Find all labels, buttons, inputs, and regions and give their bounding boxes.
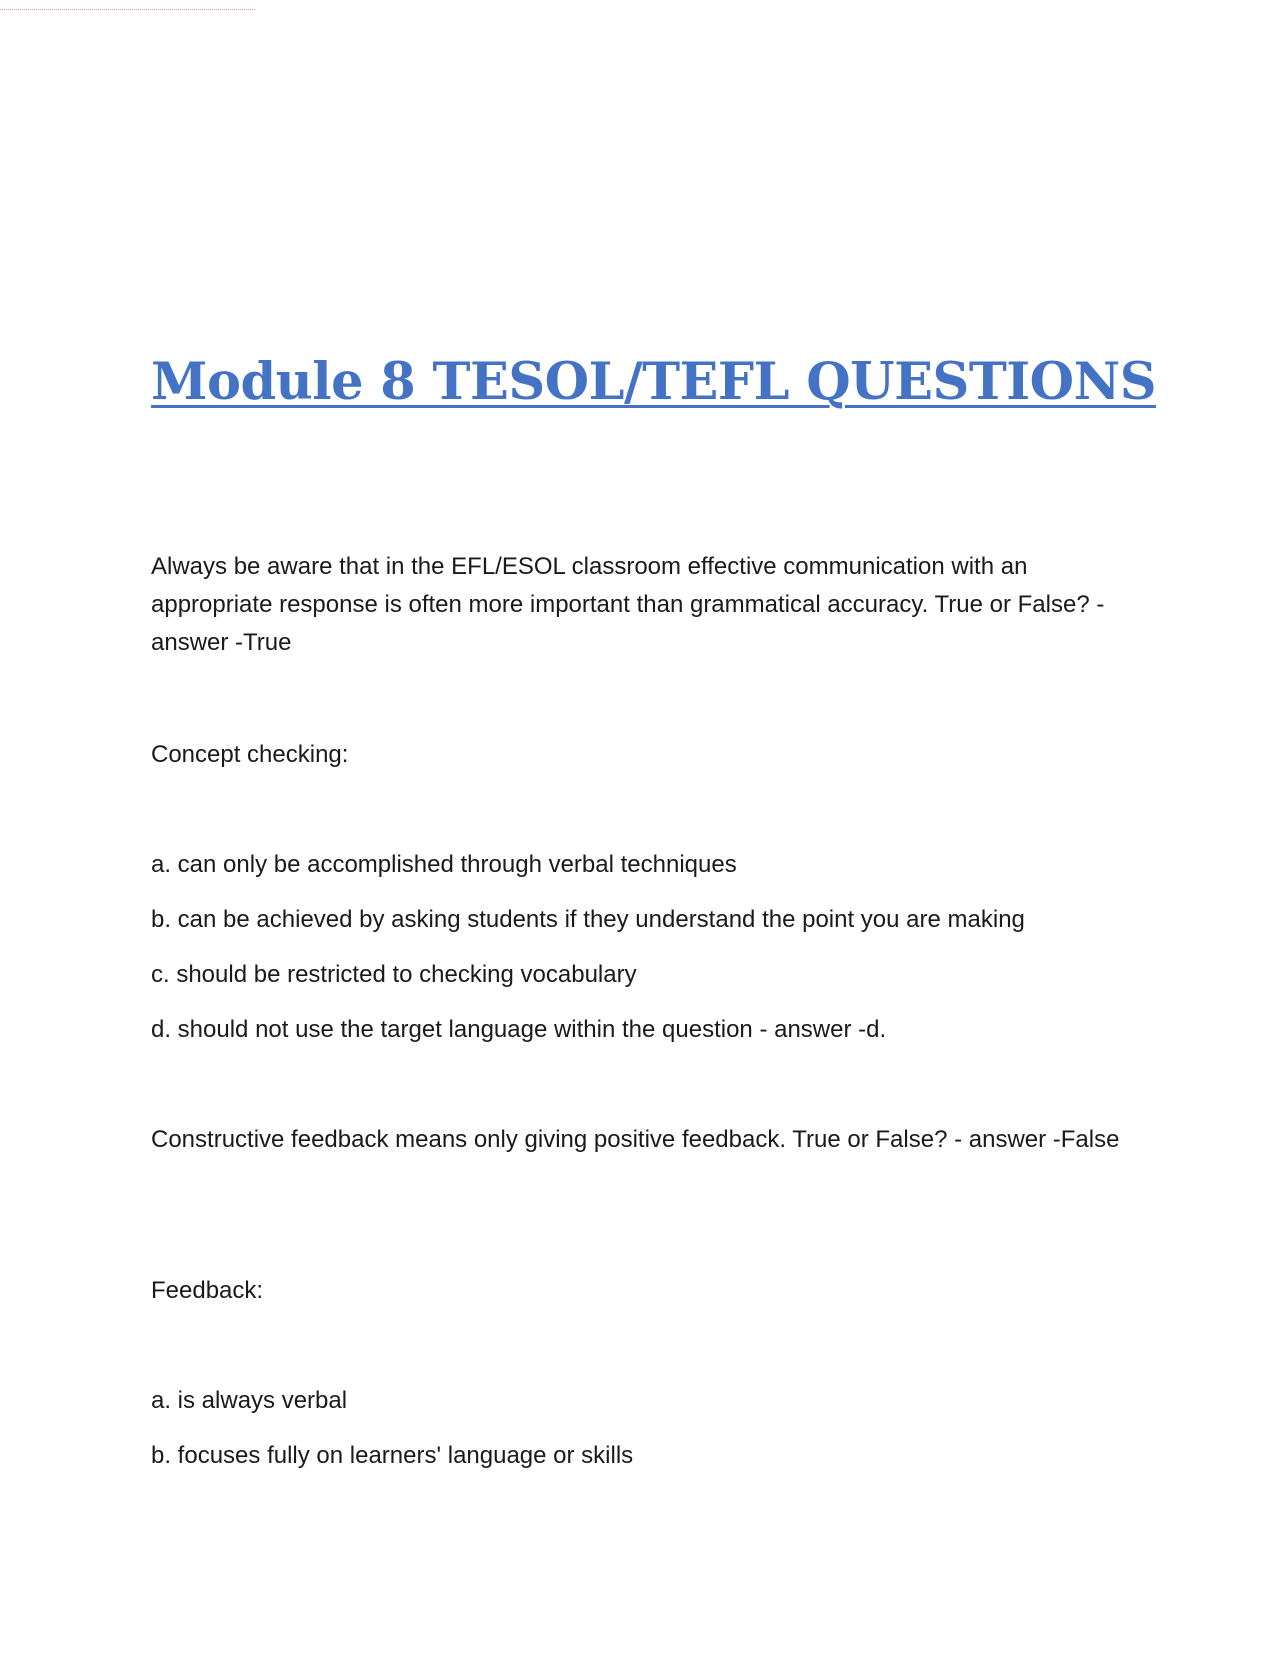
option-b-concept-checking: b. can be achieved by asking students if they understand the point you are making bbox=[151, 906, 1025, 933]
option-c-concept-checking: c. should be restricted to checking vocabulary bbox=[151, 961, 637, 988]
question-heading-feedback: Feedback: bbox=[151, 1277, 264, 1304]
header-dotted-rule bbox=[0, 9, 255, 10]
question-true-false-constructive-feedback: Constructive feedback means only giving positive feedback. True or False? - answer -False bbox=[151, 1126, 1120, 1153]
option-a-feedback: a. is always verbal bbox=[151, 1387, 348, 1414]
option-d-concept-checking: d. should not use the target language within the question - answer -d. bbox=[151, 1016, 887, 1043]
question-true-false-communication: Always be aware that in the EFL/ESOL classroom effective communication with an appropriate response is often more important than grammatical accuracy. True or False? - answer -True bbox=[151, 553, 1105, 656]
option-a-concept-checking: a. can only be accomplished through verbal techniques bbox=[151, 851, 737, 878]
question-heading-concept-checking: Concept checking: bbox=[151, 741, 349, 768]
option-b-feedback: b. focuses fully on learners' language or skills bbox=[151, 1442, 634, 1469]
document-title: Module 8 TESOL/TEFL QUESTIONS bbox=[151, 352, 1157, 412]
